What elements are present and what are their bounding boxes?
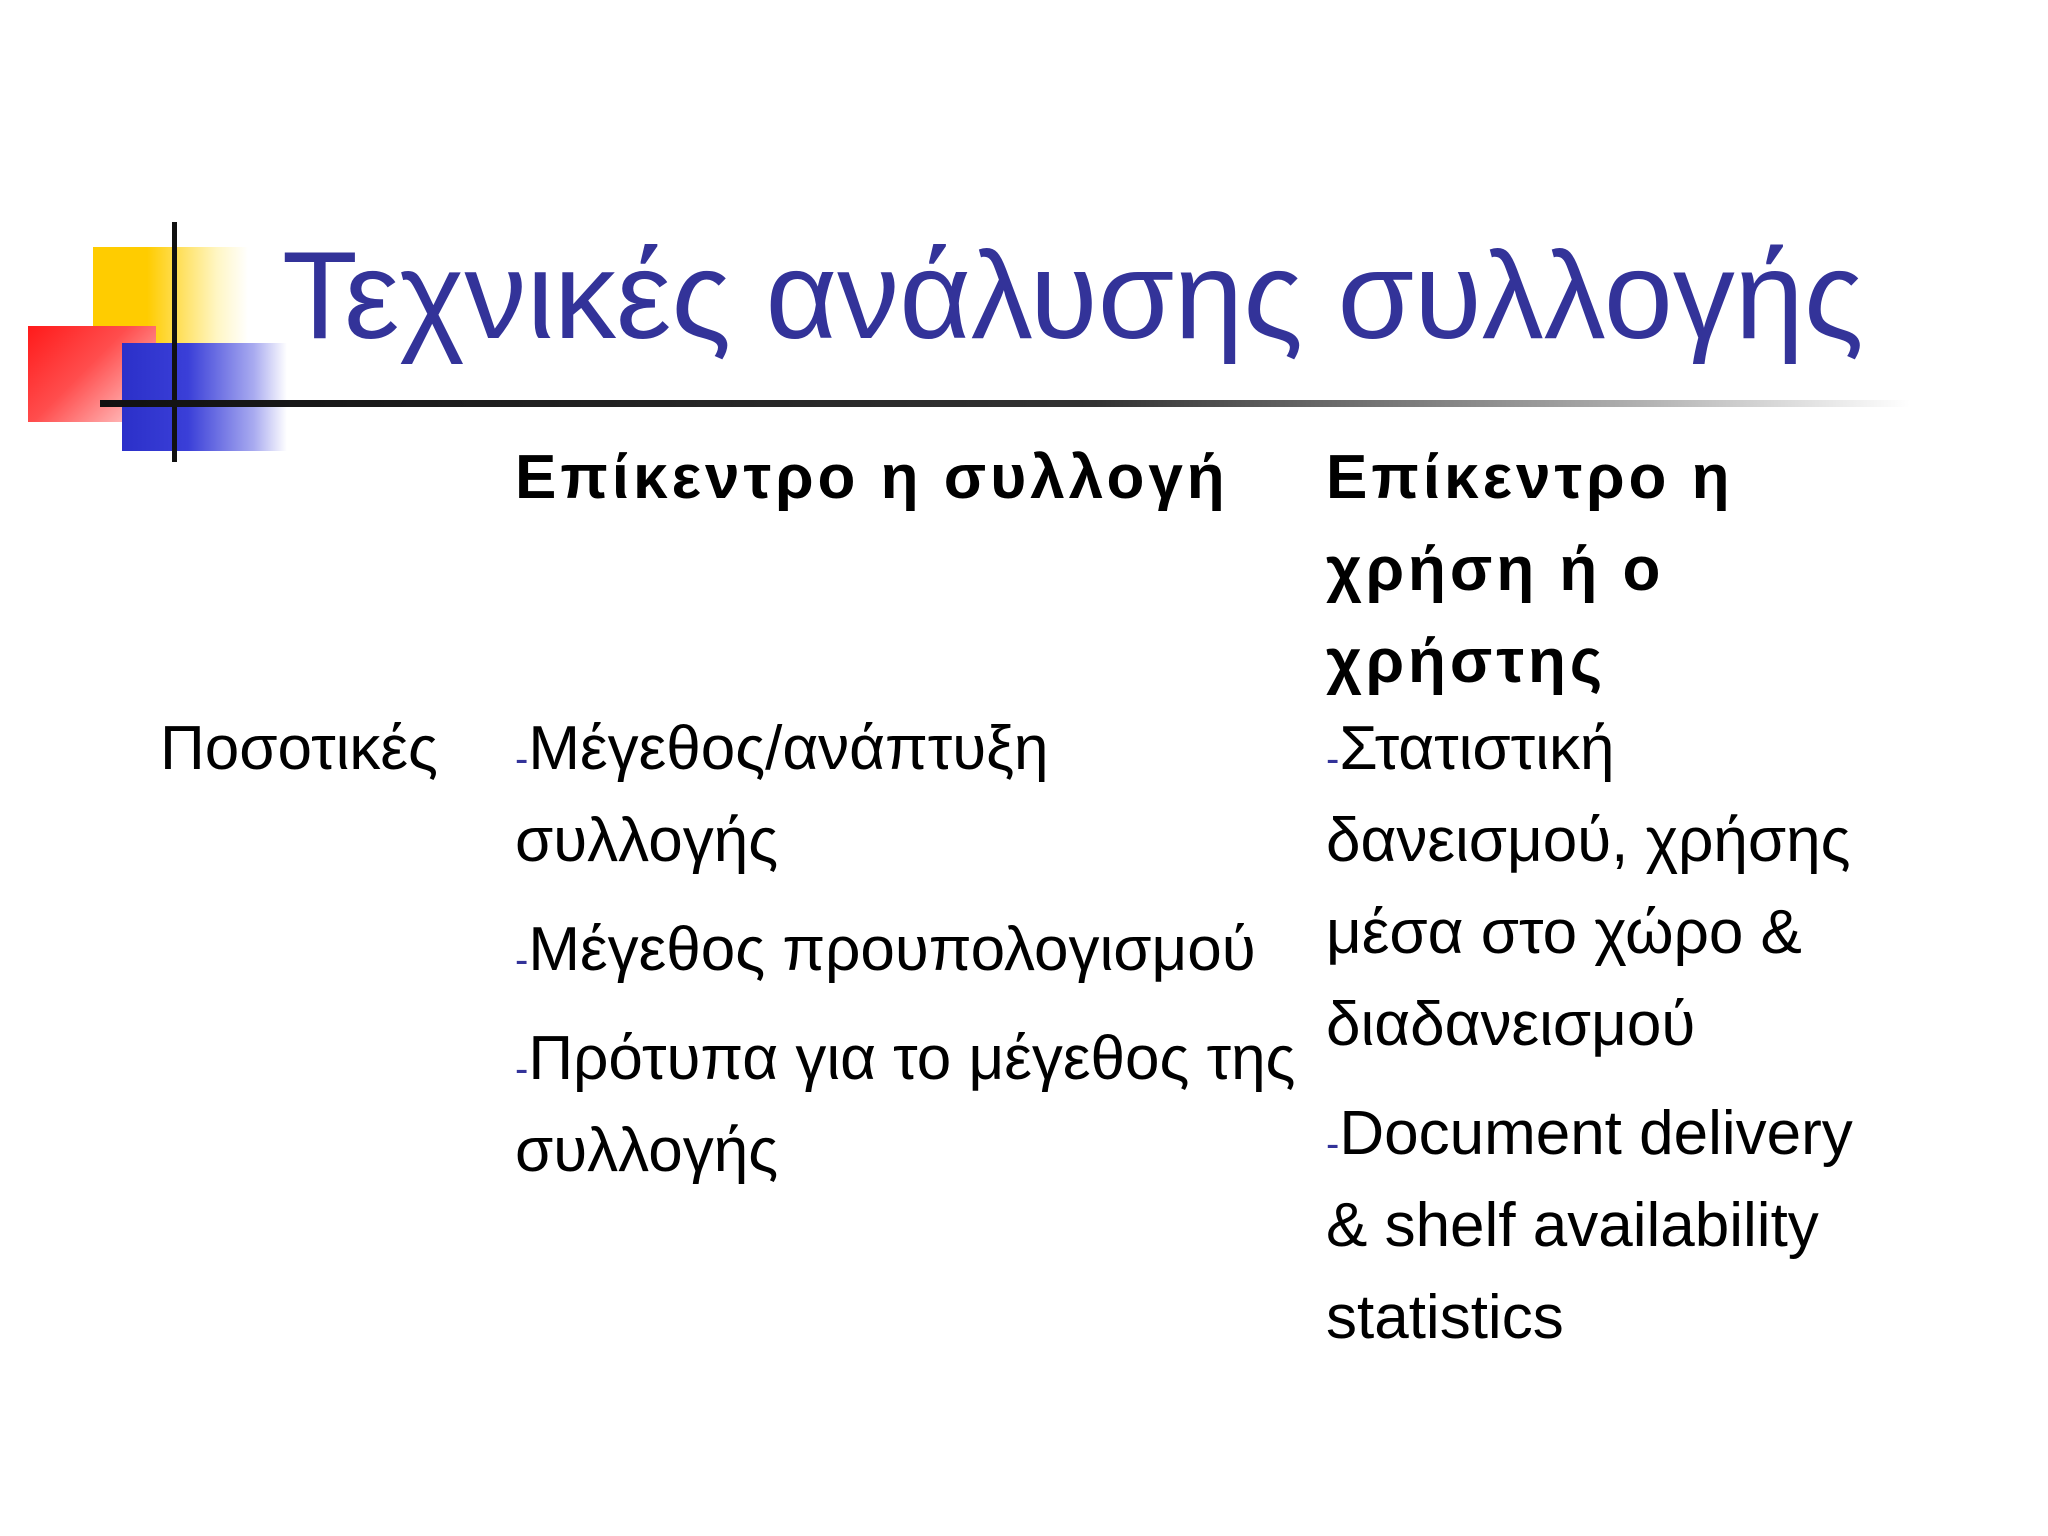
list-item-text: Μέγεθος/ανάπτυξη συλλογής: [515, 714, 1049, 875]
header-collection-focus: Επίκεντρο η συλλογή: [515, 443, 1229, 512]
dash-bullet-icon: -: [1326, 737, 1340, 781]
list-item: [1326, 1088, 1886, 1364]
list-item: [515, 904, 1305, 996]
cell-quantitative-collection: [515, 703, 1305, 1214]
slide-title: Τεχνικές ανάλυσης συλλογής: [282, 227, 1864, 365]
dash-bullet-icon: -: [515, 737, 529, 781]
row-label-quantitative: Ποσοτικές: [160, 714, 438, 783]
list-item: [515, 1013, 1305, 1197]
list-item-text: Μέγεθος προυπολογισμού: [528, 915, 1256, 984]
header-use-focus: Επίκεντρο η χρήση ή ο χρήστης: [1326, 443, 1734, 696]
dash-bullet-icon: -: [515, 1047, 529, 1091]
dash-bullet-icon: -: [515, 938, 529, 982]
list-item-text: Πρότυπα για το μέγεθος της συλλογής: [515, 1024, 1296, 1185]
list-item: [1326, 703, 1886, 1071]
list-item-text: Στατιστική δανεισμού, χρήσης μέσα στο χώρο & διαδανεισμού: [1326, 714, 1851, 1059]
list-item-text: Document delivery & shelf availability statistics: [1326, 1099, 1853, 1352]
cell-quantitative-use: [1326, 703, 1886, 1381]
list-item: [515, 703, 1305, 887]
dash-bullet-icon: -: [1326, 1122, 1340, 1166]
